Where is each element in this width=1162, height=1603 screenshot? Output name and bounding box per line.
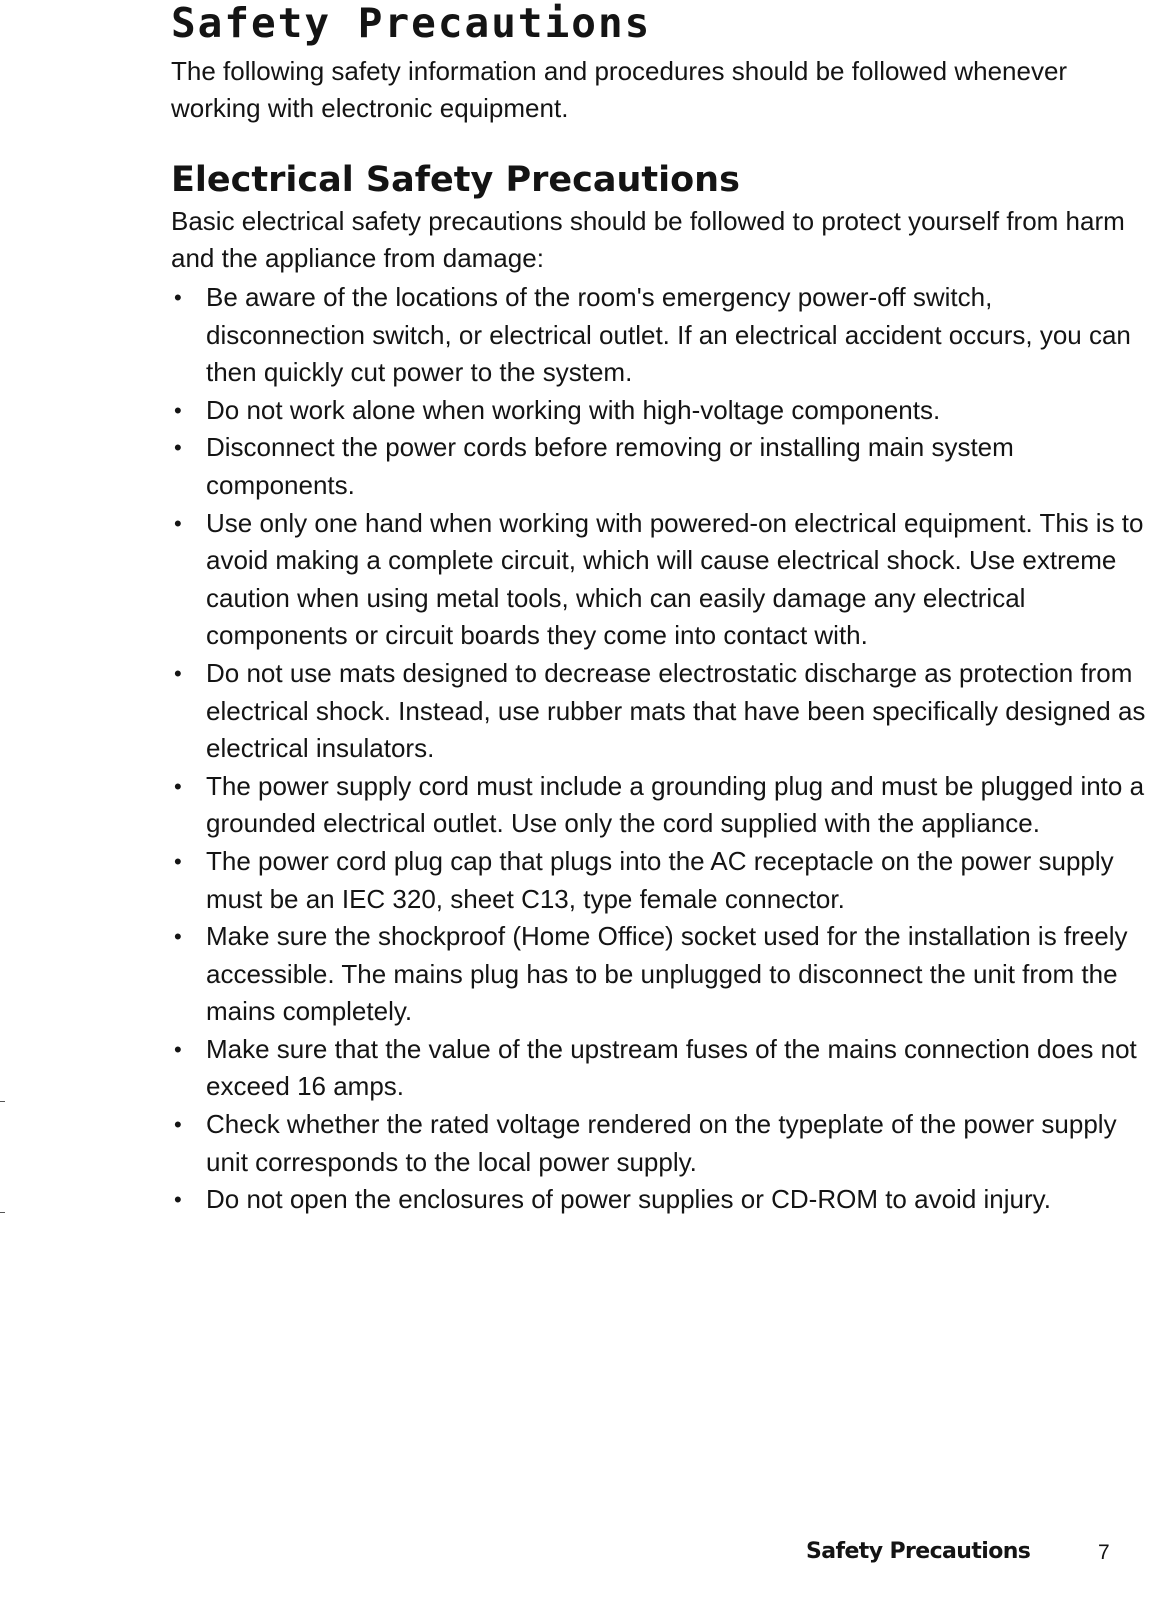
list-item	[171, 1031, 1146, 1106]
bullet-icon: •	[174, 1187, 182, 1213]
list-item	[171, 1106, 1146, 1181]
scan-margin-mark	[0, 1212, 5, 1213]
list-item-text: Make sure the shockproof (Home Office) socket used for the installation is freely accessible. The mains plug has to be unplugged to disconnect the unit from the mains completely.	[206, 921, 1128, 1027]
list-item	[171, 768, 1146, 843]
bullet-icon: •	[174, 924, 182, 950]
list-item	[171, 1181, 1146, 1219]
page-number: 7	[1098, 1541, 1110, 1564]
bullet-icon: •	[174, 773, 182, 799]
list-item	[171, 392, 1146, 430]
list-item-text: Check whether the rated voltage rendered on the typeplate of the power supply unit corresponds to the local power supply.	[206, 1109, 1117, 1177]
list-item-text: The power supply cord must include a grounding plug and must be plugged into a grounded electrical outlet. Use only the cord supplied with the appliance.	[206, 770, 1145, 839]
bullet-icon: •	[174, 1036, 182, 1062]
bullet-icon: •	[174, 285, 182, 310]
list-item-text: Make sure that the value of the upstream fuses of the mains connection does not exceed 16 amps.	[206, 1033, 1137, 1102]
bullet-icon: •	[174, 848, 182, 874]
bullet-icon: •	[174, 397, 182, 423]
list-item	[171, 429, 1146, 504]
list-item-text: Use only one hand when working with powered-on electrical equipment. This is to avoid making a complete circuit, which will cause electrical shock. Use extreme caution when using metal tools, which can easily damage any electrical components or circuit boards they come into contact with.	[206, 507, 1144, 651]
list-item	[171, 279, 1146, 392]
list-item	[171, 843, 1146, 918]
footer-section-title: Safety Precautions	[806, 1539, 1031, 1564]
list-item-text: Do not open the enclosures of power supplies or CD-ROM to avoid injury.	[206, 1184, 1051, 1215]
list-item-text: The power cord plug cap that plugs into the AC receptacle on the power supply must be an IEC 320, sheet C13, type female connector.	[206, 845, 1114, 914]
page-title: Safety Precautions	[171, 0, 652, 47]
list-item	[171, 655, 1146, 768]
list-item	[171, 918, 1146, 1031]
bullet-icon: •	[174, 1112, 182, 1138]
list-item-text: Do not use mats designed to decrease electrostatic discharge as protection from electrical shock. Instead, use rubber mats that have been specifically designed as electrical insulators.	[206, 657, 1146, 764]
list-item-text: Be aware of the locations of the room's emergency power-off switch, disconnection switch, or electrical outlet. If an electrical accident occurs, you can then quickly cut power to the system.	[206, 282, 1131, 388]
scan-margin-mark	[0, 1101, 5, 1102]
page-footer	[806, 1537, 1126, 1571]
page-intro: The following safety information and procedures should be followed whenever working with electronic equipment.	[171, 56, 1068, 123]
bullet-icon: •	[174, 660, 182, 686]
list-item-text: Do not work alone when working with high-voltage components.	[206, 394, 941, 425]
precautions-list	[171, 279, 1146, 1219]
section-intro: Basic electrical safety precautions should be followed to protect yourself from harm and the appliance from damage:	[171, 206, 1125, 273]
list-item-text: Disconnect the power cords before removing or installing main system components.	[206, 432, 1014, 500]
section-title: Electrical Safety Precautions	[171, 160, 740, 200]
bullet-icon: •	[174, 510, 182, 536]
list-item	[171, 505, 1146, 655]
bullet-icon: •	[174, 435, 182, 461]
